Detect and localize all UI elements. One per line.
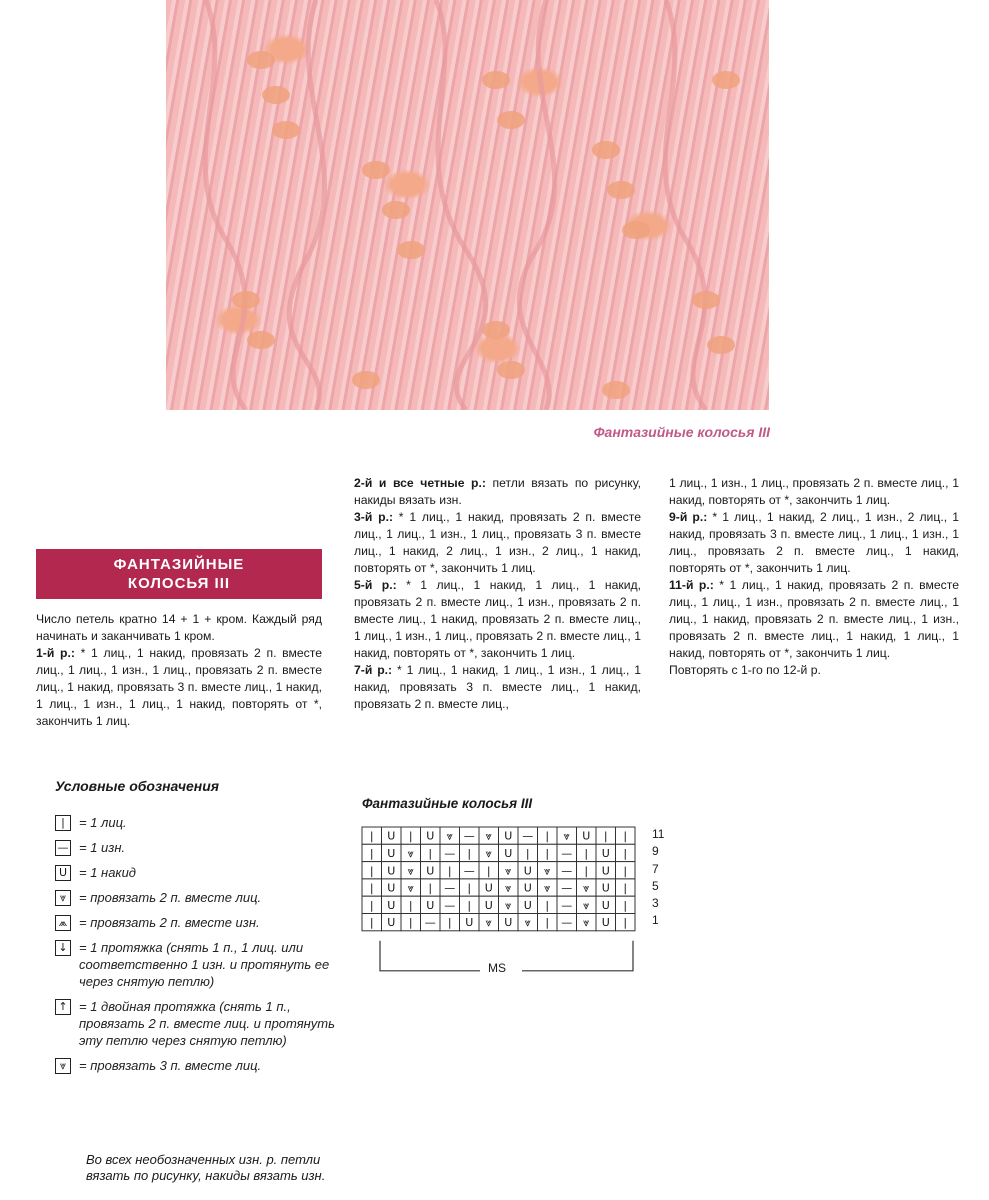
row-1-text: * 1 лиц., 1 накид, провязать 2 п. вместе лиц., 1 лиц., 1 изн., 1 лиц., провязать 2 п. вместе лиц., 1 накид, провязать 3 п. вместе лиц., 1 накид, 1 лиц., 1 изн., 1 лиц., 1 накид, повторять от *, закончить 1 лиц. <box>36 646 322 728</box>
legend-text: = провязать 2 п. вместе лиц. <box>79 890 262 905</box>
chart-stitch-symbol: — <box>561 916 573 930</box>
chart-stitch-symbol: U <box>387 881 396 895</box>
chart-stitch-symbol: ⩔ <box>407 846 414 860</box>
chart-stitch-symbol: ⩔ <box>505 898 512 912</box>
chart-stitch-symbol: U <box>601 864 610 878</box>
row-number: 5 <box>652 878 659 893</box>
chart-stitch-symbol: — <box>463 864 475 878</box>
row-3-label: 3-й р.: <box>354 510 394 524</box>
chart-stitch-symbol: U <box>387 829 396 843</box>
chart-stitch-symbol: ⩔ <box>544 881 551 895</box>
row-number: 3 <box>652 896 659 911</box>
chart-stitch-symbol: U <box>387 916 396 930</box>
chart-stitch-symbol: ⩔ <box>485 916 492 930</box>
ms-bracket <box>380 941 633 971</box>
chart-stitch-symbol: ⩔ <box>583 916 590 930</box>
row-5-instruction <box>354 577 641 662</box>
legend-symbol-icon: — <box>55 840 71 856</box>
row-even-label: 2-й и все четные р.: <box>354 476 486 490</box>
photo-caption: Фантазийные колосья III <box>593 424 770 440</box>
legend-title: Условные обозначения <box>55 778 220 794</box>
chart-stitch-symbol: ⩔ <box>583 881 590 895</box>
chart-stitch-symbol: ⩔ <box>446 829 453 843</box>
knit-texture <box>166 0 769 410</box>
chart-stitch-symbol: ⩔ <box>485 829 492 843</box>
chart-stitch-symbol: | <box>467 846 472 860</box>
row-1-label: 1-й р.: <box>36 646 75 660</box>
row-11-label: 11-й р.: <box>669 578 714 592</box>
row-3-text: * 1 лиц., 1 накид, провязать 2 п. вместе лиц., 1 лиц., 1 изн., 1 лиц., провязать 3 п. вместе лиц., 1 накид, 2 лиц., 1 изн., 2 лиц., 1 накид, повторять от *, закончить 1 лиц. <box>354 510 641 575</box>
chart-stitch-symbol: ⩔ <box>544 864 551 878</box>
chart-stitch-symbol: — <box>561 898 573 912</box>
chart-stitch-symbol: ⩔ <box>485 846 492 860</box>
repeat-instruction: Повторять с 1-го по 12-й р. <box>669 663 821 677</box>
legend-item <box>55 839 335 856</box>
chart-stitch-symbol: U <box>504 916 513 930</box>
legend-item <box>55 914 335 931</box>
chart-stitch-symbol: U <box>426 898 435 912</box>
legend-symbol-icon: ⩕ <box>55 915 71 931</box>
chart-stitch-symbol: | <box>545 829 550 843</box>
chart-stitch-symbol: — <box>424 916 436 930</box>
row-number-labels <box>652 826 664 930</box>
chart-stitch-symbol: — <box>444 898 456 912</box>
legend-text: = 1 изн. <box>79 840 126 855</box>
chart-stitch-symbol: U <box>601 881 610 895</box>
chart-stitch-symbol: U <box>426 829 435 843</box>
chart-stitch-symbol: U <box>484 898 493 912</box>
stitch-chart <box>360 825 652 975</box>
chart-stitch-symbol: | <box>584 846 589 860</box>
chart-stitch-symbol: U <box>465 916 474 930</box>
legend-symbol-icon: ⩔ <box>55 890 71 906</box>
instructions-column-3 <box>669 475 959 679</box>
chart-stitch-symbol: — <box>561 881 573 895</box>
row-even-instruction <box>354 475 641 509</box>
title-line-1: ФАНТАЗИЙНЫЕ <box>113 556 245 573</box>
pattern-title-box <box>36 549 322 599</box>
legend-text: = 1 накид <box>79 865 136 880</box>
chart-stitch-symbol: | <box>467 898 472 912</box>
instructions-column-2 <box>354 475 641 713</box>
chart-stitch-symbol: ⩔ <box>505 881 512 895</box>
row-11-text: * 1 лиц., 1 накид, провязать 2 п. вместе лиц., 1 лиц., 1 изн., провязать 2 п. вместе лиц., 1 лиц., 1 накид, провязать 2 п. вместе лиц., 1 изн., провязать 2 п. вместе лиц., 1 накид, 1 лиц., 1 накид, повторять от *, закончить 1 лиц. <box>669 578 959 660</box>
chart-stitch-symbol: | <box>428 881 433 895</box>
legend-text: = 1 лиц. <box>79 815 127 830</box>
legend-item <box>55 998 335 1049</box>
chart-stitch-symbol: U <box>601 846 610 860</box>
legend-text: = провязать 2 п. вместе изн. <box>79 915 260 930</box>
chart-stitch-symbol: — <box>522 829 534 843</box>
row-9-instruction <box>669 509 959 577</box>
chart-stitch-symbol: | <box>447 916 452 930</box>
legend-item <box>55 814 335 831</box>
chart-stitch-symbol: | <box>623 864 628 878</box>
chart-stitch-symbol: ⩔ <box>524 916 531 930</box>
row-7-continued: 1 лиц., 1 изн., 1 лиц., провязать 2 п. вместе лиц., 1 накид, повторять от *, закончить 1 лиц. <box>669 476 959 507</box>
chart-stitch-symbol: | <box>545 916 550 930</box>
row-1-instruction <box>36 645 322 730</box>
chart-stitch-symbol: | <box>447 864 452 878</box>
chart-title: Фантазийные колосья III <box>362 796 533 811</box>
chart-stitch-symbol: U <box>387 898 396 912</box>
row-7-label: 7-й р.: <box>354 663 393 677</box>
chart-stitch-symbol: | <box>603 829 608 843</box>
title-line-2: КОЛОСЬЯ III <box>127 575 231 592</box>
row-7-text: * 1 лиц., 1 накид, 1 лиц., 1 изн., 1 лиц., 1 накид, провязать 3 п. вместе лиц., 1 накид, провязать 2 п. вместе лиц., <box>354 663 641 711</box>
row-11-instruction <box>669 577 959 662</box>
chart-stitch-symbol: U <box>523 898 532 912</box>
chart-stitch-symbol: U <box>601 898 610 912</box>
chart-stitch-symbol: | <box>369 881 374 895</box>
chart-stitch-symbol: | <box>623 916 628 930</box>
legend-item <box>55 939 335 990</box>
row-7-instruction <box>354 662 641 713</box>
legend-symbol-icon: | <box>55 815 71 831</box>
chart-stitch-symbol: | <box>525 846 530 860</box>
knit-swatch-photo <box>166 0 769 410</box>
row-number: 9 <box>652 844 659 859</box>
chart-stitch-symbol: | <box>408 829 413 843</box>
row-number: 7 <box>652 861 659 876</box>
instructions-column-1 <box>36 611 322 730</box>
chart-stitch-symbol: ⩔ <box>407 864 414 878</box>
chart-stitch-symbol: U <box>426 864 435 878</box>
chart-stitch-symbol: U <box>523 881 532 895</box>
chart-stitch-symbol: | <box>408 898 413 912</box>
legend-symbol-icon: ↓ <box>55 940 71 956</box>
intro-text: Число петель кратно 14 + 1 + кром. Каждый ряд начинать и заканчивать 1 кром. <box>36 612 322 643</box>
row-9-label: 9-й р.: <box>669 510 708 524</box>
chart-stitch-symbol: | <box>623 881 628 895</box>
legend-text: = 1 протяжка (снять 1 п., 1 лиц. или соответственно 1 изн. и протянуть ее через снятую петлю) <box>79 940 330 989</box>
chart-stitch-symbol: | <box>623 898 628 912</box>
chart-stitch-symbol: | <box>623 846 628 860</box>
chart-stitch-symbol: ⩔ <box>407 881 414 895</box>
chart-stitch-symbol: | <box>545 898 550 912</box>
legend-symbol-icon: ⩔ <box>55 1058 71 1074</box>
row-5-label: 5-й р.: <box>354 578 397 592</box>
chart-stitch-symbol: | <box>545 846 550 860</box>
legend-text: = 1 двойная протяжка (снять 1 п., провязать 2 п. вместе лиц. и протянуть эту петлю через снятую петлю) <box>79 999 335 1048</box>
row-9-text: * 1 лиц., 1 накид, 2 лиц., 1 изн., 2 лиц., 1 накид, провязать 3 п. вместе лиц., 1 лиц., 1 изн., 1 лиц., провязать 2 п. вместе лиц., 1 накид, повторять от *, закончить 1 лиц. <box>669 510 959 575</box>
legend-text: = провязать 3 п. вместе лиц. <box>79 1058 262 1073</box>
legend-item <box>55 889 335 906</box>
chart-stitch-symbol: | <box>369 846 374 860</box>
chart-stitch-symbol: | <box>369 898 374 912</box>
chart-stitch-symbol: U <box>387 846 396 860</box>
chart-stitch-symbol: | <box>584 864 589 878</box>
legend-list <box>55 814 335 1082</box>
ms-label: MS <box>488 961 506 975</box>
chart-stitch-symbol: — <box>561 864 573 878</box>
chart-stitch-symbol: — <box>444 846 456 860</box>
chart-stitch-symbol: — <box>561 846 573 860</box>
chart-stitch-symbol: U <box>387 864 396 878</box>
unmarked-rows-note: Во всех необозначенных изн. р. петли вязать по рисунку, накиды вязать изн. <box>86 1152 326 1183</box>
chart-stitch-symbol: | <box>369 829 374 843</box>
chart-stitch-symbol: | <box>467 881 472 895</box>
row-number: 1 <box>652 913 659 928</box>
legend-symbol-icon: U <box>55 865 71 881</box>
chart-stitch-symbol: — <box>444 881 456 895</box>
row-3-instruction <box>354 509 641 577</box>
row-5-text: * 1 лиц., 1 накид, 1 лиц., 1 накид, провязать 2 п. вместе лиц., 1 изн., провязать 2 п. вместе лиц., 1 накид, провязать 2 п. вместе лиц., 1 лиц., 1 изн., 1 лиц., провязать 2 п. вместе лиц., 1 накид, повторять от *, закончить 1 лиц. <box>354 578 642 660</box>
legend-item <box>55 1057 335 1074</box>
chart-stitch-symbol: ⩔ <box>563 829 570 843</box>
chart-stitch-symbol: ⩔ <box>505 864 512 878</box>
chart-stitch-symbol: | <box>486 864 491 878</box>
row-even-text: петли вязать по рисунку, накиды вязать изн. <box>354 476 641 507</box>
chart-stitch-symbol: — <box>463 829 475 843</box>
chart-stitch-symbol: U <box>504 829 513 843</box>
chart-stitch-symbol: | <box>623 829 628 843</box>
legend-item <box>55 864 335 881</box>
chart-stitch-symbol: U <box>504 846 513 860</box>
chart-stitch-symbol: | <box>369 864 374 878</box>
chart-stitch-symbol: | <box>369 916 374 930</box>
chart-stitch-symbol: | <box>428 846 433 860</box>
chart-stitch-symbol: U <box>582 829 591 843</box>
chart-stitch-symbol: U <box>484 881 493 895</box>
chart-stitch-symbol: ⩔ <box>583 898 590 912</box>
chart-stitch-symbol: U <box>523 864 532 878</box>
row-number: 11 <box>652 827 665 841</box>
chart-stitch-symbol: | <box>408 916 413 930</box>
legend-symbol-icon: ↑ <box>55 999 71 1015</box>
chart-stitch-symbol: U <box>601 916 610 930</box>
